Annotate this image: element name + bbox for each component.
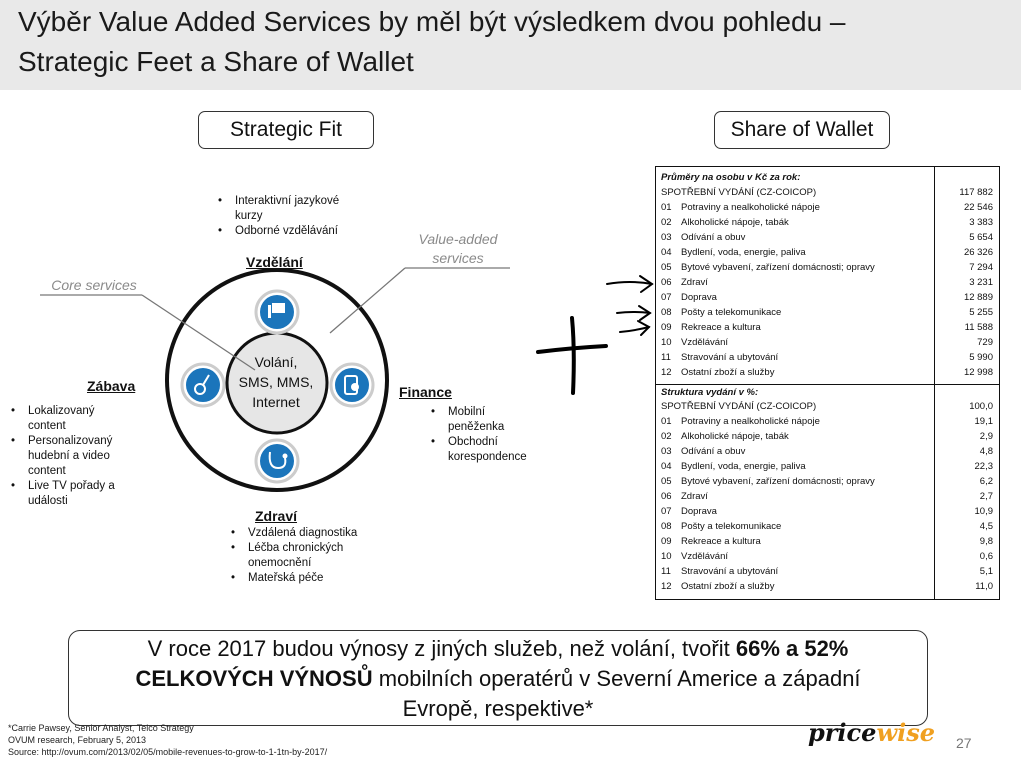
table-row-code: 07 [661,506,672,517]
table-row-code: 09 [661,322,672,333]
table-row-label: Bydlení, voda, energie, paliva [681,247,806,258]
table-row-value: 2,7 [979,491,993,502]
revenue-callout [68,630,928,726]
table-row [656,459,999,474]
health-title: Zdraví [255,508,298,524]
vas-annotation-line-1: Value-added [418,231,498,247]
table-row [656,414,999,429]
page-title-line-2: Strategic Feet a Share of Wallet [18,46,414,77]
table-row-label: Pošty a telekomunikace [681,521,782,532]
education-item-1: • Interaktivní jazykové kurzy [215,194,339,224]
entertainment-item-2: • Personalizovaný hudební a video content [8,434,115,479]
page-title-line-1: Výběr Value Added Services by měl být výsledkem dvou pohledu – [18,6,846,37]
table-row-label: Zdraví [681,277,708,288]
health-item-2: • Léčba chronických onemocnění [228,541,357,571]
table-row-value: 22 546 [963,202,993,213]
callout-bold-2: CELKOVÝCH VÝNOSŮ [135,666,373,691]
finance-item-1: • Mobilní peněženka [428,405,527,435]
table-row-value: 11 588 [964,322,993,333]
table-row-value: 4,5 [979,521,993,532]
table-row-label: Pošty a telekomunikace [681,307,782,318]
table-row-code: 12 [661,581,672,592]
table-row [656,549,999,564]
table-total-label: SPOTŘEBNÍ VYDÁNÍ (CZ-COICOP) [661,401,817,412]
table-row-value: 5 654 [969,232,993,243]
table-row-code: 11 [661,352,671,363]
table-row [656,429,999,444]
table-row-label: Ostatní zboží a služby [681,581,775,592]
table-row-code: 02 [661,217,672,228]
logo-part-1: price [808,718,877,747]
plus-icon [538,318,606,393]
table-row-value: 26 326 [963,247,993,258]
page-number: 27 [956,735,972,751]
table-row-value: 3 231 [969,277,993,288]
table-total-value: 117 882 [959,187,993,198]
table-row-value: 10,9 [974,506,993,517]
table-row-value: 5,1 [979,566,993,577]
table-row-label: Zdraví [681,491,708,502]
footnote-line-2: OVUM research, February 5, 2013 [8,735,147,745]
table-row-code: 04 [661,461,672,472]
table-row-value: 11,0 [975,581,993,592]
table-row [656,534,999,549]
table-row [656,335,999,350]
table-row-value: 3 383 [969,217,993,228]
table-row [656,305,999,320]
table-total-label: SPOTŘEBNÍ VYDÁNÍ (CZ-COICOP) [661,187,817,198]
finance-icon [331,364,373,406]
footnote-line-3: Source: http://ovum.com/2013/02/05/mobile-revenues-to-grow-to-1-1tn-by-2017/ [8,747,328,757]
table-row-label: Stravování a ubytování [681,352,779,363]
table-row-value: 6,2 [979,476,993,487]
table-row [656,504,999,519]
entertainment-item-3: • Live TV pořady a události [8,479,115,509]
table-row [656,444,999,459]
core-services-center [232,352,320,412]
table-row-value: 7 294 [969,262,993,273]
table-row-label: Alkoholické nápoje, tabák [681,217,789,228]
table-row-code: 06 [661,277,672,288]
table-row-code: 10 [661,551,672,562]
table-row-label: Bytové vybavení, zařízení domácnosti; opravy [681,476,875,487]
table-row-code: 01 [661,202,672,213]
table-row [656,260,999,275]
center-line-1: Volání, [254,354,298,370]
education-icon [256,291,298,333]
table-row-code: 11 [661,566,671,577]
table-total-value: 100,0 [969,401,993,412]
table-row-label: Odívání a obuv [681,446,746,457]
table-row-code: 06 [661,491,672,502]
callout-text-2: mobilních operatérů v Severní Americe a západní [372,666,861,691]
table-row-label: Potraviny a nealkoholické nápoje [681,202,820,213]
table-section-header: Průměry na osobu v Kč za rok: [661,172,801,183]
education-title: Vzdělání [246,254,303,270]
pct-section-total-row [656,399,999,414]
table-row-label: Rekreace a kultura [681,322,761,333]
finance-title: Finance [399,384,452,400]
table-row-label: Ostatní zboží a služby [681,367,775,378]
table-row-code: 05 [661,476,672,487]
table-section-header: Struktura vydání v %: [661,387,759,398]
table-row-code: 03 [661,232,672,243]
strategic-fit-label: Strategic Fit [198,111,374,149]
pct-section-header [656,384,999,399]
table-row-value: 19,1 [974,416,993,427]
table-row-label: Potraviny a nealkoholické nápoje [681,416,820,427]
callout-bold-1: 66% a 52% [735,636,849,661]
table-row-label: Alkoholické nápoje, tabák [681,431,789,442]
table-row-value: 4,8 [979,446,993,457]
table-row-value: 9,8 [979,536,993,547]
callout-text-3: Evropě, respektive* [402,696,594,721]
table-row [656,275,999,290]
table-row [656,290,999,305]
table-row [656,474,999,489]
table-row-code: 08 [661,307,672,318]
entertainment-list [8,404,115,509]
table-row-value: 12 889 [963,292,993,303]
table-row [656,365,999,380]
table-row-value: 12 998 [963,367,993,378]
table-row-code: 03 [661,446,672,457]
table-row-code: 10 [661,337,672,348]
health-item-3: • Mateřská péče [228,571,357,586]
table-row-label: Odívání a obuv [681,232,746,243]
table-row-value: 729 [977,337,993,348]
table-row-code: 08 [661,521,672,532]
table-row [656,200,999,215]
table-row-code: 07 [661,292,672,303]
value-added-annotation [408,230,508,268]
kc-section-header [656,170,999,185]
table-row-code: 05 [661,262,672,273]
logo-part-2: wise [876,718,935,747]
entertainment-title: Zábava [87,378,136,394]
table-row-code: 02 [661,431,672,442]
table-row-value: 5 990 [969,352,993,363]
table-row-label: Doprava [681,292,717,303]
entertainment-item-1: • Lokalizovaný content [8,404,115,434]
education-item-2: • Odborné vzdělávání [215,224,339,239]
health-icon [256,440,298,482]
table-row [656,489,999,504]
table-row [656,215,999,230]
footnote [8,722,327,757]
entertainment-icon [182,364,224,406]
table-row [656,579,999,594]
kc-section-total-row [656,185,999,200]
education-list [215,194,339,239]
finance-list [428,405,527,465]
table-row [656,245,999,260]
health-item-1: • Vzdálená diagnostika [228,526,357,541]
table-row [656,230,999,245]
table-row-code: 04 [661,247,672,258]
health-list [228,526,357,586]
share-of-wallet-label: Share of Wallet [714,111,890,149]
table-row-code: 01 [661,416,672,427]
table-row-value: 22,3 [974,461,993,472]
table-row-label: Vzdělávání [681,551,729,562]
table-row [656,320,999,335]
center-line-2: SMS, MMS, [238,374,314,390]
table-row [656,350,999,365]
table-row-code: 09 [661,536,672,547]
table-row-label: Bytové vybavení, zařízení domácnosti; opravy [681,262,875,273]
share-of-wallet-table [655,166,1000,600]
table-row-label: Bydlení, voda, energie, paliva [681,461,806,472]
table-row-label: Doprava [681,506,717,517]
table-row-label: Stravování a ubytování [681,566,779,577]
table-row-label: Rekreace a kultura [681,536,761,547]
footnote-line-1: *Carrie Pawsey, Senior Analyst, Telco Strategy [8,723,194,733]
core-services-annotation: Core services [51,277,137,293]
table-row-label: Vzdělávání [681,337,729,348]
table-row-value: 5 255 [969,307,993,318]
table-row [656,564,999,579]
pricewise-logo [808,718,935,747]
table-row-code: 12 [661,367,672,378]
center-line-3: Internet [252,394,300,410]
table-row [656,519,999,534]
vas-annotation-line-2: services [432,250,484,266]
arrow-icon [607,276,652,335]
finance-item-2: • Obchodní korespondence [428,435,527,465]
callout-text-1: V roce 2017 budou výnosy z jiných služeb, než volání, tvořit [147,636,736,661]
table-row-value: 2,9 [979,431,993,442]
table-row-value: 0,6 [979,551,993,562]
